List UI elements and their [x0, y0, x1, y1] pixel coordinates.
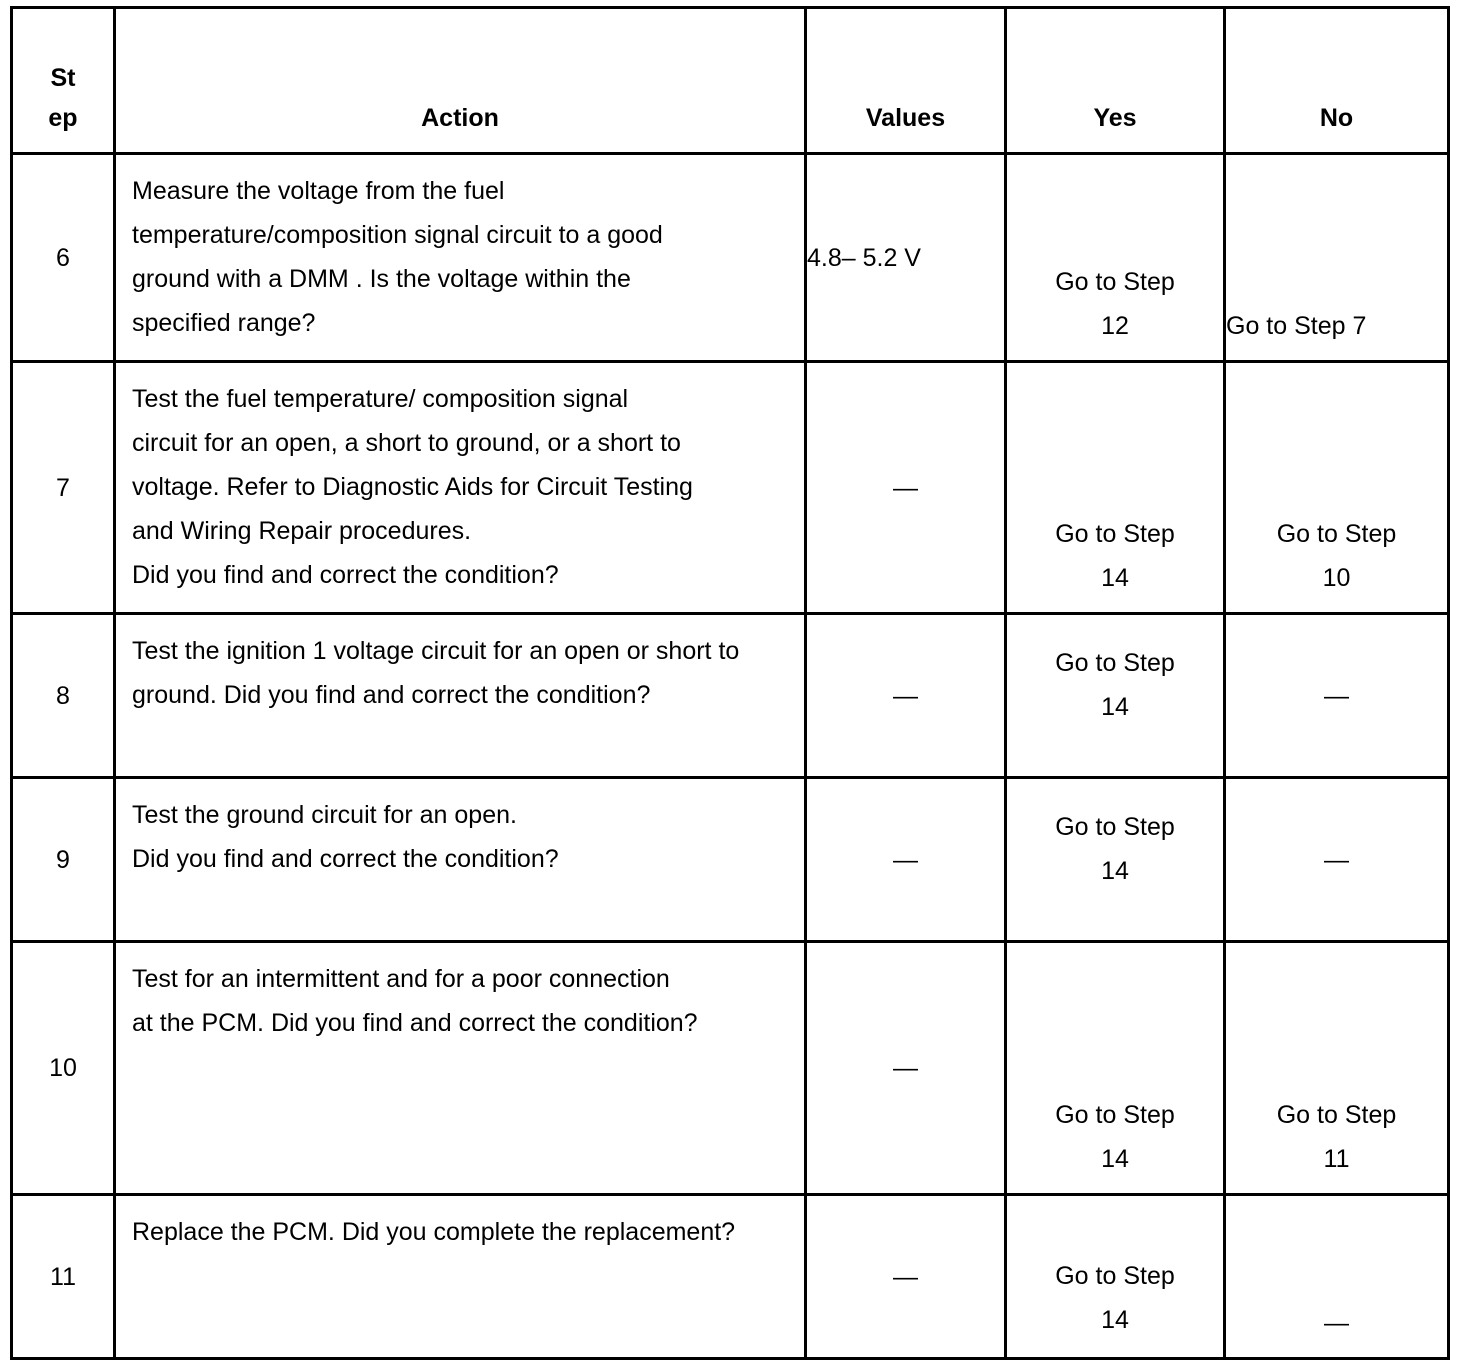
action-text: Test the ignition 1 voltage circuit for an open or short to ground. Did you find and correct the condition?: [115, 614, 806, 778]
values-cell: 4.8– 5.2 V: [806, 154, 1006, 362]
yes-cell: Go to Step 14: [1006, 614, 1225, 778]
values-cell: —: [806, 362, 1006, 614]
table-row: [12, 942, 1449, 1195]
action-text: Test for an intermittent and for a poor connection at the PCM. Did you find and correct the condition?: [115, 942, 806, 1195]
table-row: [12, 362, 1449, 614]
values-cell: —: [806, 942, 1006, 1195]
no-cell: Go to Step 10: [1225, 362, 1449, 614]
step-number: 8: [12, 614, 115, 778]
no-cell: —: [1225, 778, 1449, 942]
action-text: Measure the voltage from the fuel temperature/composition signal circuit to a good ground with a DMM . Is the voltage within the specified range?: [115, 154, 806, 362]
no-cell: —: [1225, 614, 1449, 778]
values-cell: —: [806, 778, 1006, 942]
action-text: Test the fuel temperature/ composition signal circuit for an open, a short to ground, or a short to voltage. Refer to Diagnostic Aids for Circuit Testing and Wiring Repair procedures. Did you find and correct the condition?: [115, 362, 806, 614]
table-row: [12, 778, 1449, 942]
yes-cell: Go to Step 14: [1006, 362, 1225, 614]
step-number: 6: [12, 154, 115, 362]
action-text: Replace the PCM. Did you complete the replacement?: [115, 1195, 806, 1359]
no-cell: —: [1225, 1195, 1449, 1359]
values-cell: —: [806, 614, 1006, 778]
action-text: Test the ground circuit for an open. Did you find and correct the condition?: [115, 778, 806, 942]
no-cell: Go to Step 11: [1225, 942, 1449, 1195]
header-action: Action: [115, 8, 806, 154]
no-cell: Go to Step 7: [1225, 154, 1449, 362]
step-number: 10: [12, 942, 115, 1195]
yes-cell: Go to Step 12: [1006, 154, 1225, 362]
yes-cell: Go to Step 14: [1006, 1195, 1225, 1359]
diagnostic-table: [10, 6, 1450, 1360]
header-values: Values: [806, 8, 1006, 154]
step-number: 11: [12, 1195, 115, 1359]
step-number: 7: [12, 362, 115, 614]
yes-cell: Go to Step 14: [1006, 942, 1225, 1195]
header-row: [12, 8, 1449, 154]
table-row: [12, 1195, 1449, 1359]
header-step: St ep: [12, 8, 115, 154]
header-no: No: [1225, 8, 1449, 154]
step-number: 9: [12, 778, 115, 942]
yes-cell: Go to Step 14: [1006, 778, 1225, 942]
table-row: [12, 154, 1449, 362]
values-cell: —: [806, 1195, 1006, 1359]
header-yes: Yes: [1006, 8, 1225, 154]
table-row: [12, 614, 1449, 778]
